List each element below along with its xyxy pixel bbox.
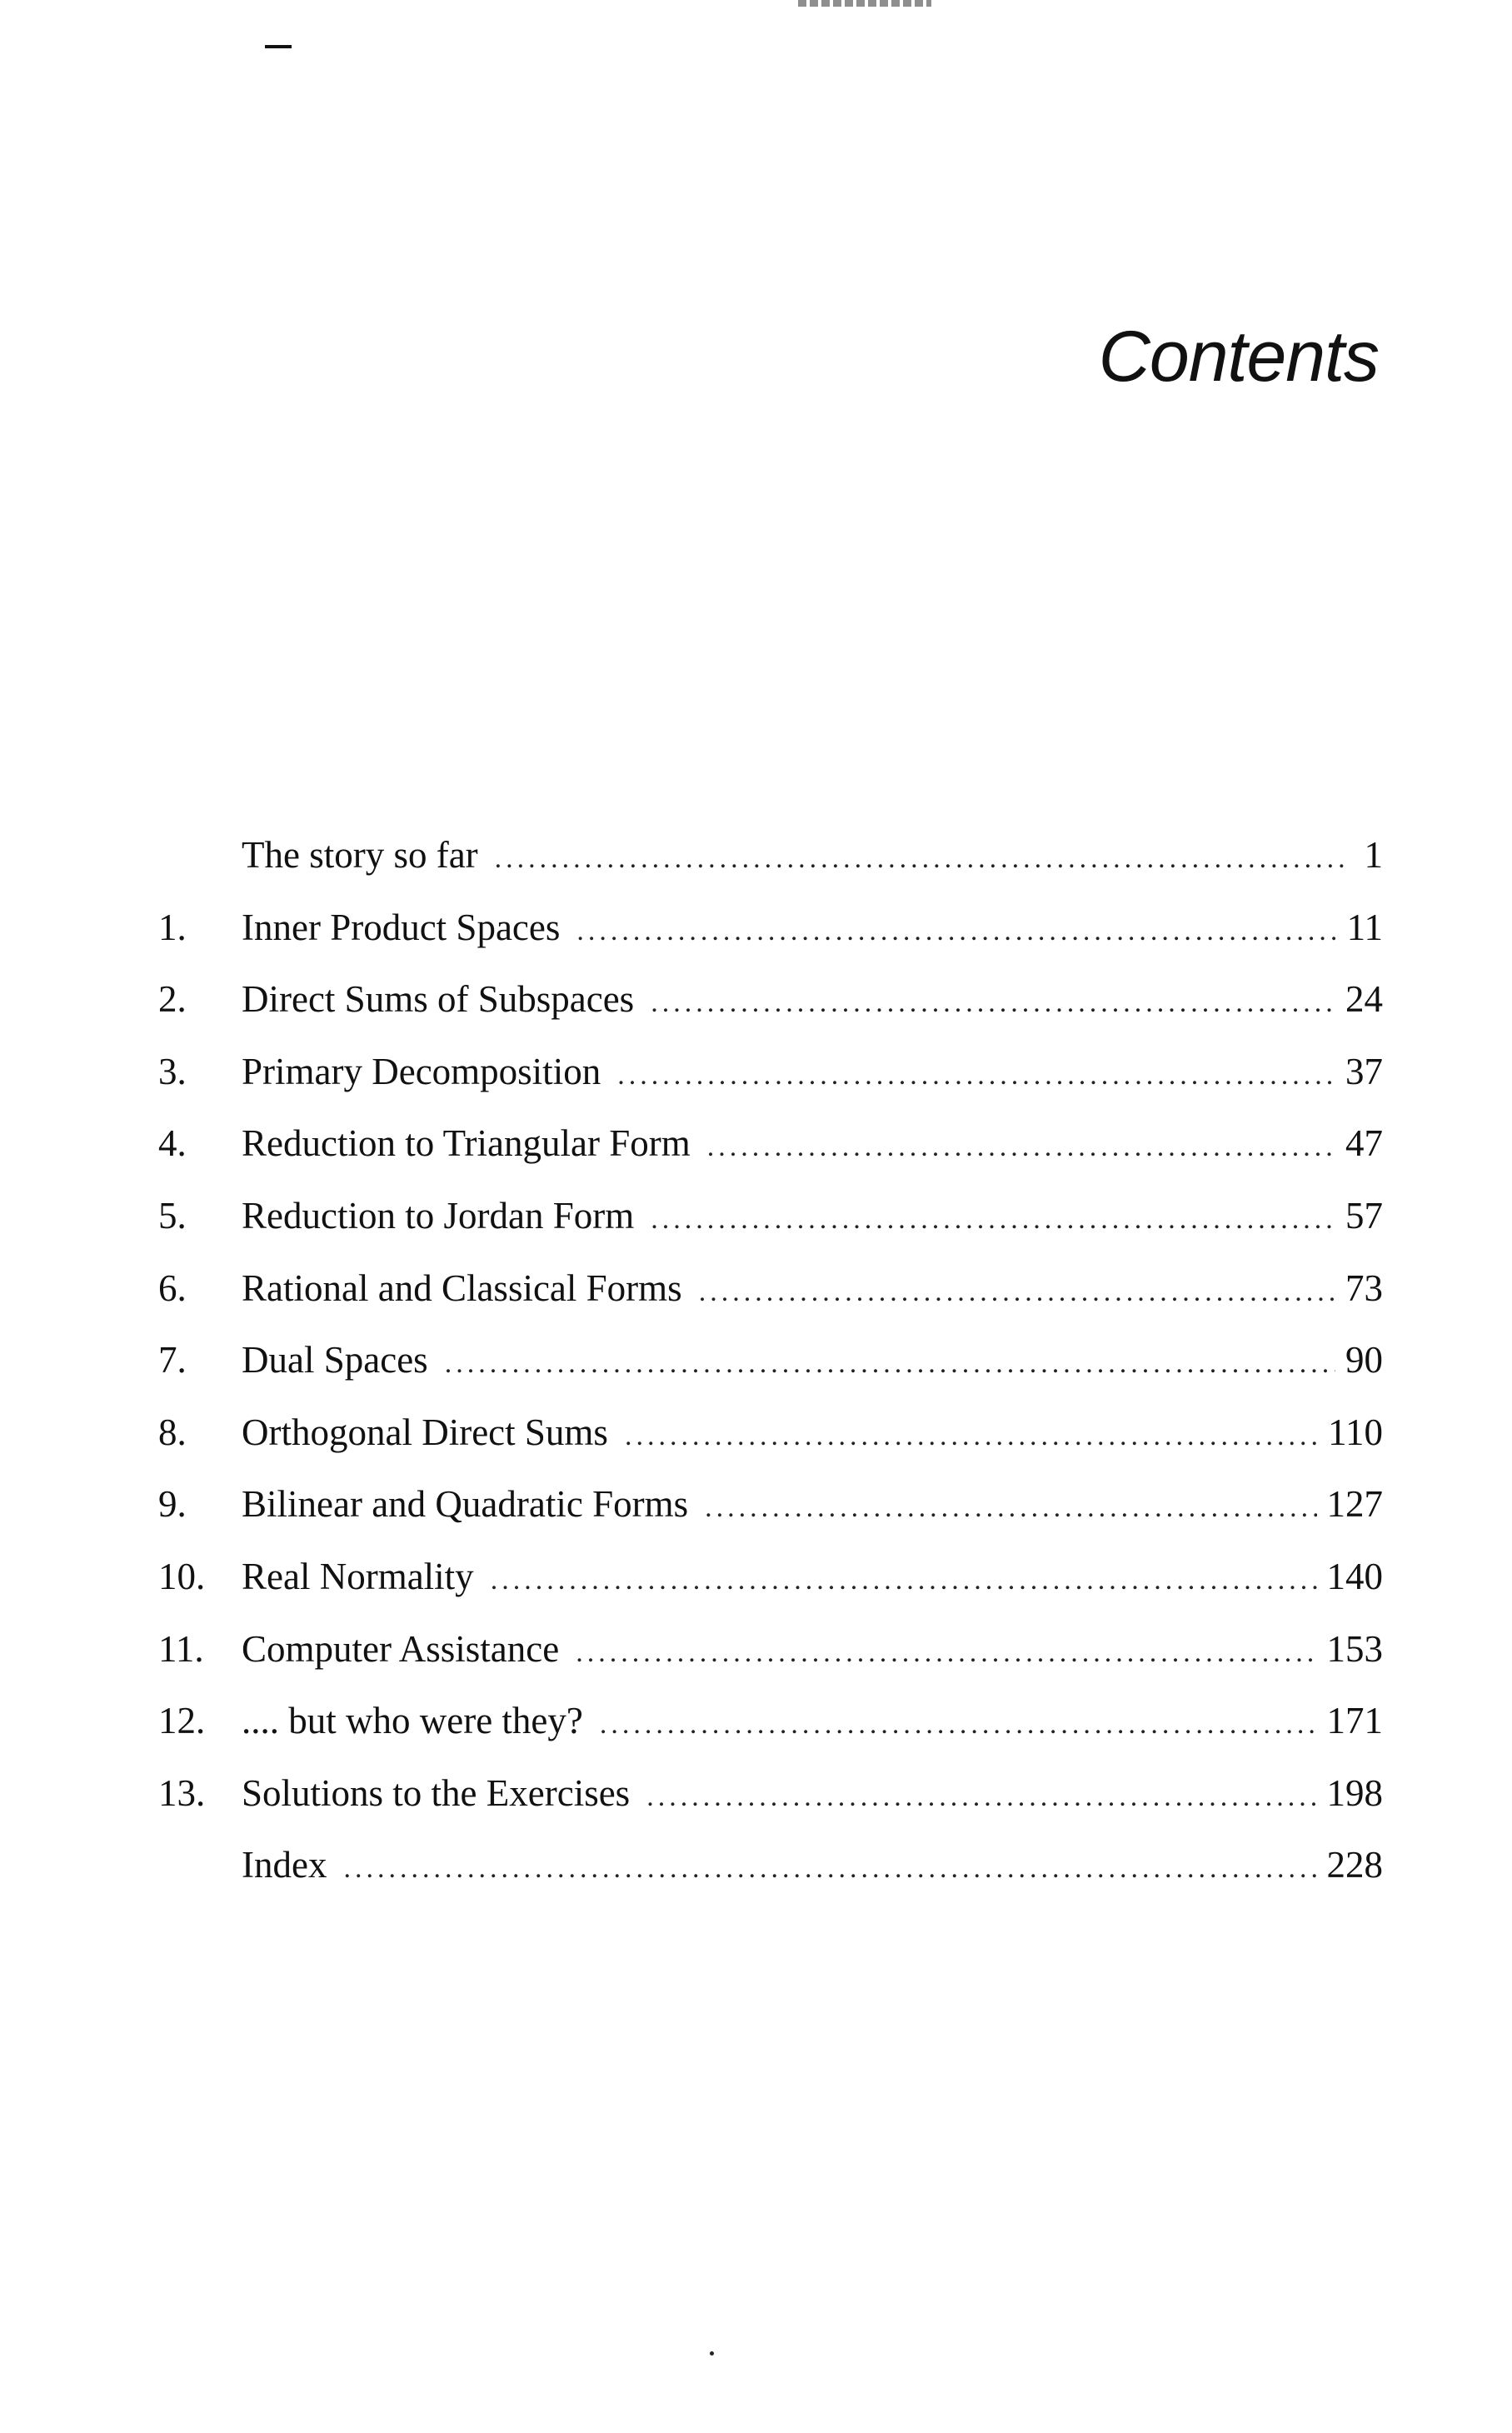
toc-entry-number: 13.: [158, 1771, 206, 1814]
toc-entry-page: 11: [1346, 906, 1383, 948]
toc-dot-leader: [445, 1348, 1335, 1380]
toc-entry-number: 11.: [158, 1627, 204, 1670]
toc-entry: [158, 1482, 1383, 1555]
toc-entry-number: 7.: [158, 1339, 187, 1381]
toc-entry: [158, 1338, 1383, 1411]
toc-entry-page: 73: [1345, 1266, 1383, 1309]
toc-entry-number: 5.: [158, 1194, 187, 1236]
toc-dot-leader: [495, 843, 1348, 875]
toc-entry: [158, 1555, 1383, 1627]
toc-entry-page: 198: [1326, 1771, 1383, 1814]
toc-dot-leader: [625, 1421, 1318, 1452]
toc-entry-page: 24: [1345, 978, 1383, 1021]
toc-dot-leader: [600, 1709, 1317, 1741]
toc-entry-page: 140: [1326, 1555, 1383, 1597]
toc-entry: [158, 1771, 1383, 1844]
toc-entry: [158, 833, 1383, 906]
toc-entry-page: 228: [1326, 1844, 1383, 1886]
toc-dot-leader: [576, 1637, 1316, 1669]
toc-entry: [158, 1843, 1383, 1916]
toc-entry-title: Orthogonal Direct Sums: [242, 1411, 608, 1453]
toc-dot-leader: [705, 1492, 1316, 1524]
toc-entry: [158, 1627, 1383, 1700]
toc-entry-title: Rational and Classical Forms: [242, 1266, 682, 1309]
toc-entry: [158, 1699, 1383, 1771]
toc-dot-leader: [651, 1204, 1335, 1236]
toc-entry-number: 10.: [158, 1555, 206, 1597]
toc-entry-page: 1: [1364, 834, 1383, 876]
toc-entry-page: 37: [1345, 1050, 1383, 1092]
toc-dot-leader: [617, 1060, 1335, 1092]
toc-entry: [158, 1266, 1383, 1339]
toc-entry-number: 6.: [158, 1266, 187, 1309]
toc-dot-leader: [576, 916, 1336, 947]
table-of-contents: [158, 833, 1383, 1916]
toc-dot-leader: [707, 1132, 1335, 1163]
scan-artifact-dash: [265, 45, 292, 48]
toc-dot-leader: [651, 987, 1335, 1019]
toc-entry-title: Real Normality: [242, 1555, 474, 1597]
toc-entry-title: Inner Product Spaces: [242, 906, 561, 948]
toc-entry-page: 90: [1345, 1339, 1383, 1381]
toc-entry-number: 9.: [158, 1483, 187, 1526]
toc-entry-number: 12.: [158, 1700, 206, 1742]
toc-entry-title: Computer Assistance: [242, 1627, 560, 1670]
toc-entry: [158, 977, 1383, 1050]
toc-entry-title: Primary Decomposition: [242, 1050, 601, 1092]
toc-entry: [158, 906, 1383, 978]
toc-dot-leader: [343, 1853, 1316, 1885]
toc-entry-title: Index: [242, 1844, 327, 1886]
toc-entry-page: 57: [1345, 1194, 1383, 1236]
toc-entry-title: Solutions to the Exercises: [242, 1771, 631, 1814]
toc-entry-page: 127: [1326, 1483, 1383, 1526]
toc-entry-title: Reduction to Jordan Form: [242, 1194, 635, 1236]
toc-entry-number: 2.: [158, 978, 187, 1021]
toc-dot-leader: [491, 1565, 1317, 1596]
toc-entry-title: Direct Sums of Subspaces: [242, 978, 635, 1021]
toc-entry-page: 153: [1326, 1627, 1383, 1670]
toc-entry-number: 1.: [158, 906, 187, 948]
toc-entry: [158, 1411, 1383, 1483]
toc-dot-leader: [646, 1781, 1316, 1813]
toc-entry: [158, 1194, 1383, 1266]
toc-entry: [158, 1050, 1383, 1122]
toc-entry: [158, 1122, 1383, 1194]
toc-entry-page: 47: [1345, 1122, 1383, 1165]
toc-entry-number: 3.: [158, 1050, 187, 1092]
toc-entry-number: 8.: [158, 1411, 187, 1453]
toc-entry-number: 4.: [158, 1122, 187, 1165]
toc-entry-title: .... but who were they?: [242, 1700, 583, 1742]
page-title: Contents: [1098, 317, 1379, 397]
toc-entry-title: The story so far: [242, 834, 478, 876]
toc-entry-page: 110: [1328, 1411, 1383, 1453]
scan-artifact-top: [798, 0, 931, 7]
toc-entry-title: Bilinear and Quadratic Forms: [242, 1483, 689, 1526]
toc-dot-leader: [699, 1276, 1335, 1308]
scan-artifact-dot: [710, 2351, 714, 2356]
toc-entry-title: Reduction to Triangular Form: [242, 1122, 691, 1165]
toc-entry-title: Dual Spaces: [242, 1339, 428, 1381]
toc-entry-page: 171: [1326, 1700, 1383, 1742]
